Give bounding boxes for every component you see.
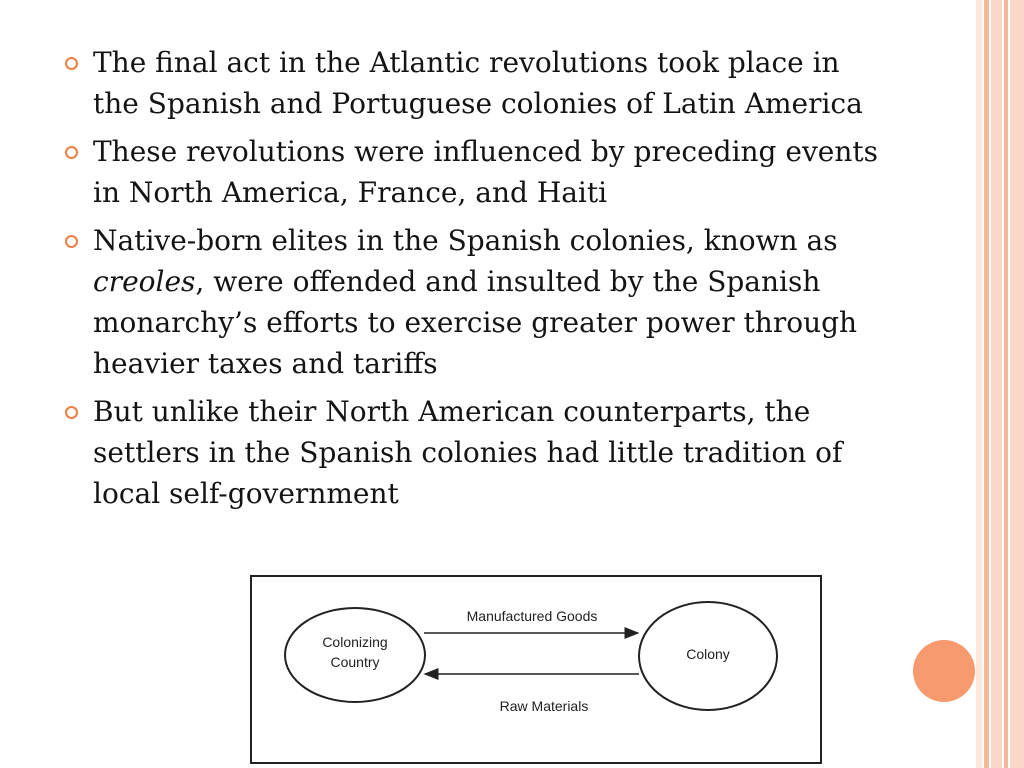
bullet-ring-icon [65,235,78,248]
colony-label: Colony [686,646,730,662]
colonizing-country-label-line1: Colonizing [322,634,388,650]
decorative-stripes [976,0,1024,768]
bullet-text: These revolutions were influenced by preceding events in North America, France, and Haiti [93,135,878,209]
bullet-item [62,42,892,124]
bullet-item [62,220,892,384]
bullet-text: But unlike their North American counterparts, the settlers in the Spanish colonies had little tradition of local self-government [93,395,843,510]
colonizing-country-label-line2: Country [330,654,380,670]
accent-circle [913,640,975,702]
bullet-text-continued: , were offended and insulted by the Spanish monarchy’s efforts to exercise greater power through heavier taxes and tariffs [93,265,858,380]
bullet-list [62,42,892,521]
raw-materials-label: Raw Materials [499,698,589,714]
bullet-text: The final act in the Atlantic revolutions took place in the Spanish and Portuguese colonies of Latin America [93,46,863,120]
bullet-item [62,391,892,514]
trade-diagram [250,575,822,764]
bullet-text: Native-born elites in the Spanish colonies, known as [93,224,838,257]
bullet-ring-icon [65,57,78,70]
bullet-item [62,131,892,213]
bullet-ring-icon [65,406,78,419]
bullet-italic-term: creoles [93,265,196,298]
bullet-ring-icon [65,146,78,159]
manufactured-goods-label: Manufactured Goods [466,608,598,624]
